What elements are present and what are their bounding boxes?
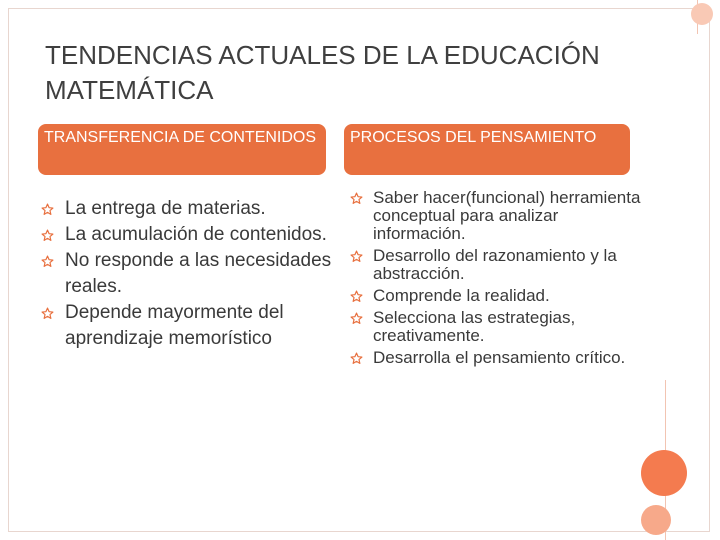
star-outline-icon bbox=[350, 352, 363, 365]
star-outline-icon bbox=[41, 229, 54, 242]
list-item bbox=[373, 287, 643, 305]
list-item bbox=[373, 309, 643, 345]
star-outline-icon bbox=[41, 255, 54, 268]
left-column-header: TRANSFERENCIA DE CONTENIDOS bbox=[38, 124, 326, 175]
right-bullet-list bbox=[373, 189, 643, 371]
star-outline-icon bbox=[350, 312, 363, 325]
list-item-text: No responde a las necesidades reales. bbox=[65, 250, 332, 297]
left-bullet-list bbox=[65, 196, 345, 352]
list-item bbox=[373, 189, 643, 243]
decorative-circle-small bbox=[691, 3, 713, 25]
list-item-text: Saber hacer(funcional) herramienta conceptual para analizar información. bbox=[373, 188, 641, 243]
star-outline-icon bbox=[41, 203, 54, 216]
list-item-text: Desarrolla el pensamiento crítico. bbox=[373, 348, 626, 367]
list-item-text: Selecciona las estrategias, creativamente. bbox=[373, 308, 576, 345]
star-outline-icon bbox=[41, 307, 54, 320]
list-item bbox=[373, 247, 643, 283]
star-outline-icon bbox=[350, 290, 363, 303]
list-item bbox=[65, 196, 345, 222]
decorative-circle-medium bbox=[641, 505, 671, 535]
list-item-text: La acumulación de contenidos. bbox=[65, 224, 327, 245]
list-item-text: La entrega de materias. bbox=[65, 198, 266, 219]
list-item bbox=[65, 300, 345, 352]
slide-title: TENDENCIAS ACTUALES DE LA EDUCACIÓN MATEMÁTICA bbox=[45, 40, 600, 105]
list-item bbox=[65, 248, 345, 300]
star-outline-icon bbox=[350, 192, 363, 205]
list-item bbox=[65, 222, 345, 248]
list-item-text: Desarrollo del razonamiento y la abstracción. bbox=[373, 246, 617, 283]
right-column-header: PROCESOS DEL PENSAMIENTO bbox=[344, 124, 630, 175]
list-item bbox=[373, 349, 643, 367]
decorative-circle-large bbox=[641, 450, 687, 496]
list-item-text: Depende mayormente del aprendizaje memorístico bbox=[65, 302, 284, 349]
star-outline-icon bbox=[350, 250, 363, 263]
list-item-text: Comprende la realidad. bbox=[373, 286, 550, 305]
